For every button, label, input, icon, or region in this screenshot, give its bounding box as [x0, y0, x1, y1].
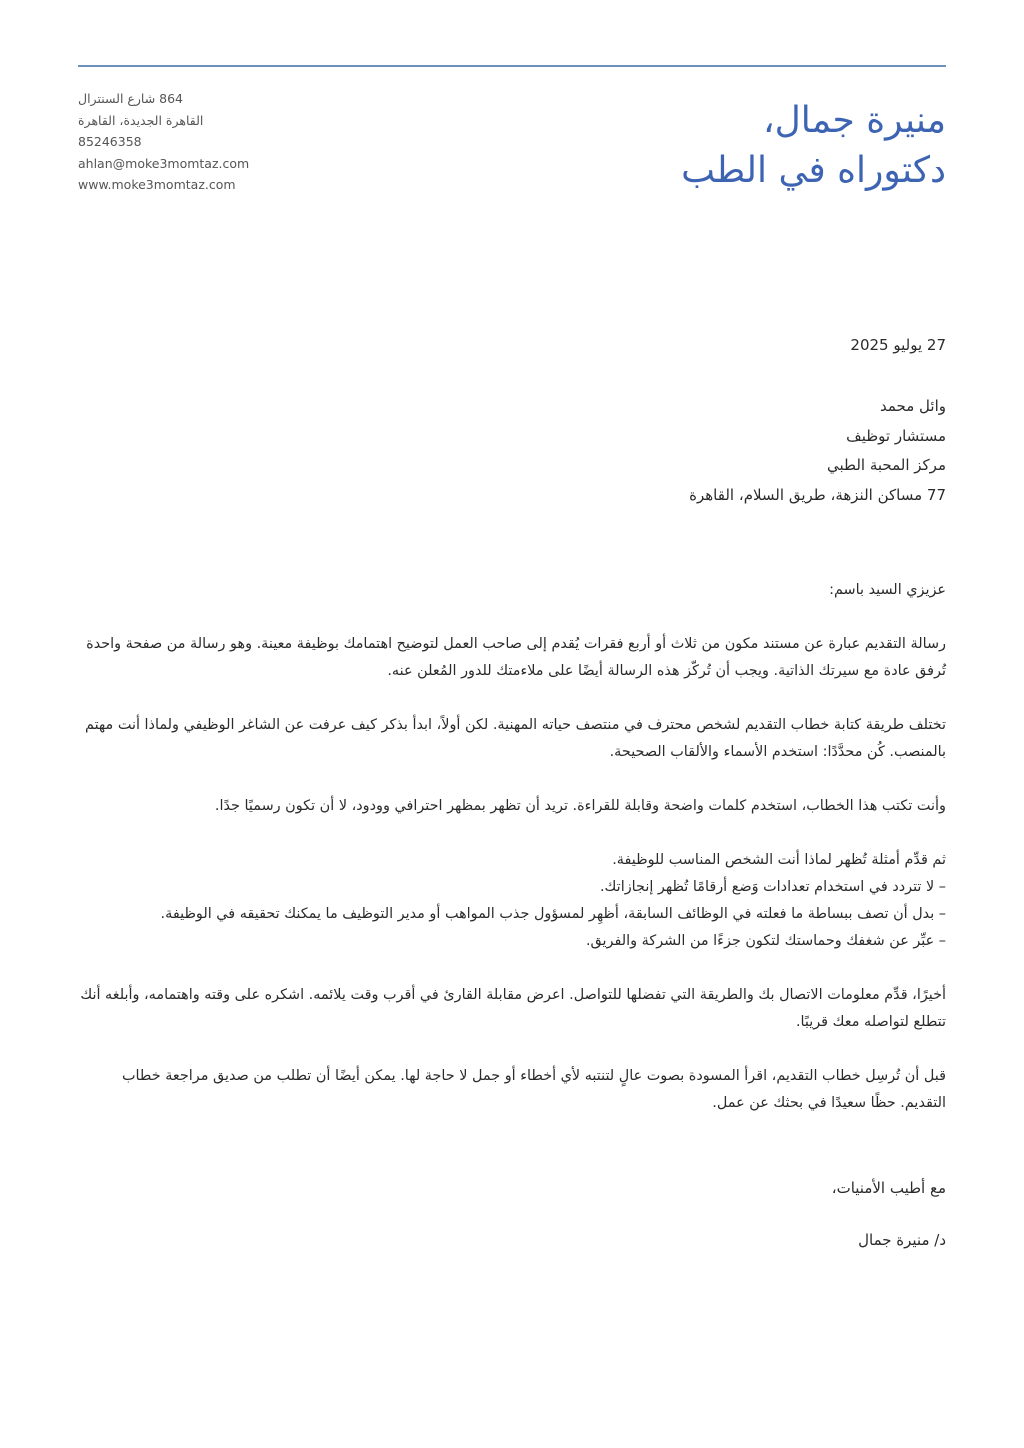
- recipient-name: وائل محمد: [880, 397, 946, 415]
- top-divider: [78, 65, 946, 67]
- recipient-title: مستشار توظيف: [846, 426, 946, 445]
- contact-website: www.moke3momtaz.com: [78, 177, 236, 192]
- signature-line: د/ منيرة جمال: [858, 1231, 946, 1249]
- recipient-company: مركز المحبة الطبي: [827, 456, 946, 474]
- bullet-item-2: – بدل أن تصف ببساطة ما فعلته في الوظائف السابقة، أظهِر لمسؤول جذب المواهب أو مدير التوظيف ما يمكنك تحقيقه في الوظيفة.: [160, 906, 946, 922]
- letter-date: 27 يوليو 2025: [850, 336, 946, 354]
- sender-degree: دكتوراه في الطب: [681, 150, 946, 191]
- letter-body: [78, 577, 946, 1117]
- contact-phone: 85246358: [78, 134, 142, 149]
- recipient-address: 77 مساكن النزهة، طريق السلام، القاهرة: [689, 485, 946, 504]
- body-paragraph-6: قبل أن تُرسِل خطاب التقديم، اقرأ المسودة بصوت عالٍ لتنتبه لأي أخطاء أو جمل لا حاجة لها. يمكن أيضًا أن تطلب من صديق مراجعة خطاب التقديم. حظًا سعيدًا في بحثك عن عمل.: [122, 1068, 946, 1111]
- contact-city: القاهرة الجديدة، القاهرة: [78, 112, 204, 128]
- bullet-item-1: – لا تتردد في استخدام تعدادات وَضع أرقامًا تُظهر إنجازاتك.: [599, 879, 946, 895]
- bullet-item-3: – عبِّر عن شغفك وحماستك لتكون جزءًا من الشركة والفريق.: [585, 933, 946, 949]
- body-paragraph-4-intro: ثم قدِّم أمثلة تُظهر لماذا أنت الشخص المناسب للوظيفة.: [612, 852, 946, 868]
- contact-email: ahlan@moke3momtaz.com: [78, 155, 250, 171]
- body-paragraph-2: تختلف طريقة كتابة خطاب التقديم لشخص محترف في منتصف حياته المهنية. لكن أولاً، ابدأ بذكر كيف عرفت عن الشاغر الوظيفي ولماذا أنت مهتم بالمنصب. كُن محدَّدًا: استخدم الأسماء والألقاب الصحيحة.: [85, 717, 946, 760]
- body-paragraph-1: رسالة التقديم عبارة عن مستند مكون من ثلاث أو أربع فقرات يُقدم إلى صاحب العمل لتوضيح اهتمامك بوظيفة معينة. وهو رسالة من صفحة واحدة تُرفق عادة مع سيرتك الذاتية. ويجب أن تُركّز هذه الرسالة أيضًا على ملاءمتك للدور المُعلن عنه.: [86, 636, 946, 679]
- sender-name-block: [426, 96, 946, 196]
- contact-street: 864 شارع السنترال: [78, 91, 184, 106]
- sender-name: منيرة جمال،: [763, 100, 946, 141]
- sender-contact-block: [78, 88, 338, 196]
- recipient-block: [446, 392, 946, 510]
- body-paragraph-5: أخيرًا، قدِّم معلومات الاتصال بك والطريقة التي تفضلها للتواصل. اعرض مقابلة القارئ في أقرب وقت يلائمه. اشكره على وقته واهتمامه، وأبلغه أنك تتطلع لتواصله معك قريبًا.: [80, 987, 946, 1030]
- salutation: عزيزي السيد باسم:: [829, 582, 946, 598]
- body-paragraph-3: وأنت تكتب هذا الخطاب، استخدم كلمات واضحة وقابلة للقراءة. تريد أن تظهر بمظهر احترافي وودود، لا أن تكون رسميًا جدًا.: [214, 798, 946, 814]
- closing-line: مع أطيب الأمنيات،: [831, 1179, 946, 1197]
